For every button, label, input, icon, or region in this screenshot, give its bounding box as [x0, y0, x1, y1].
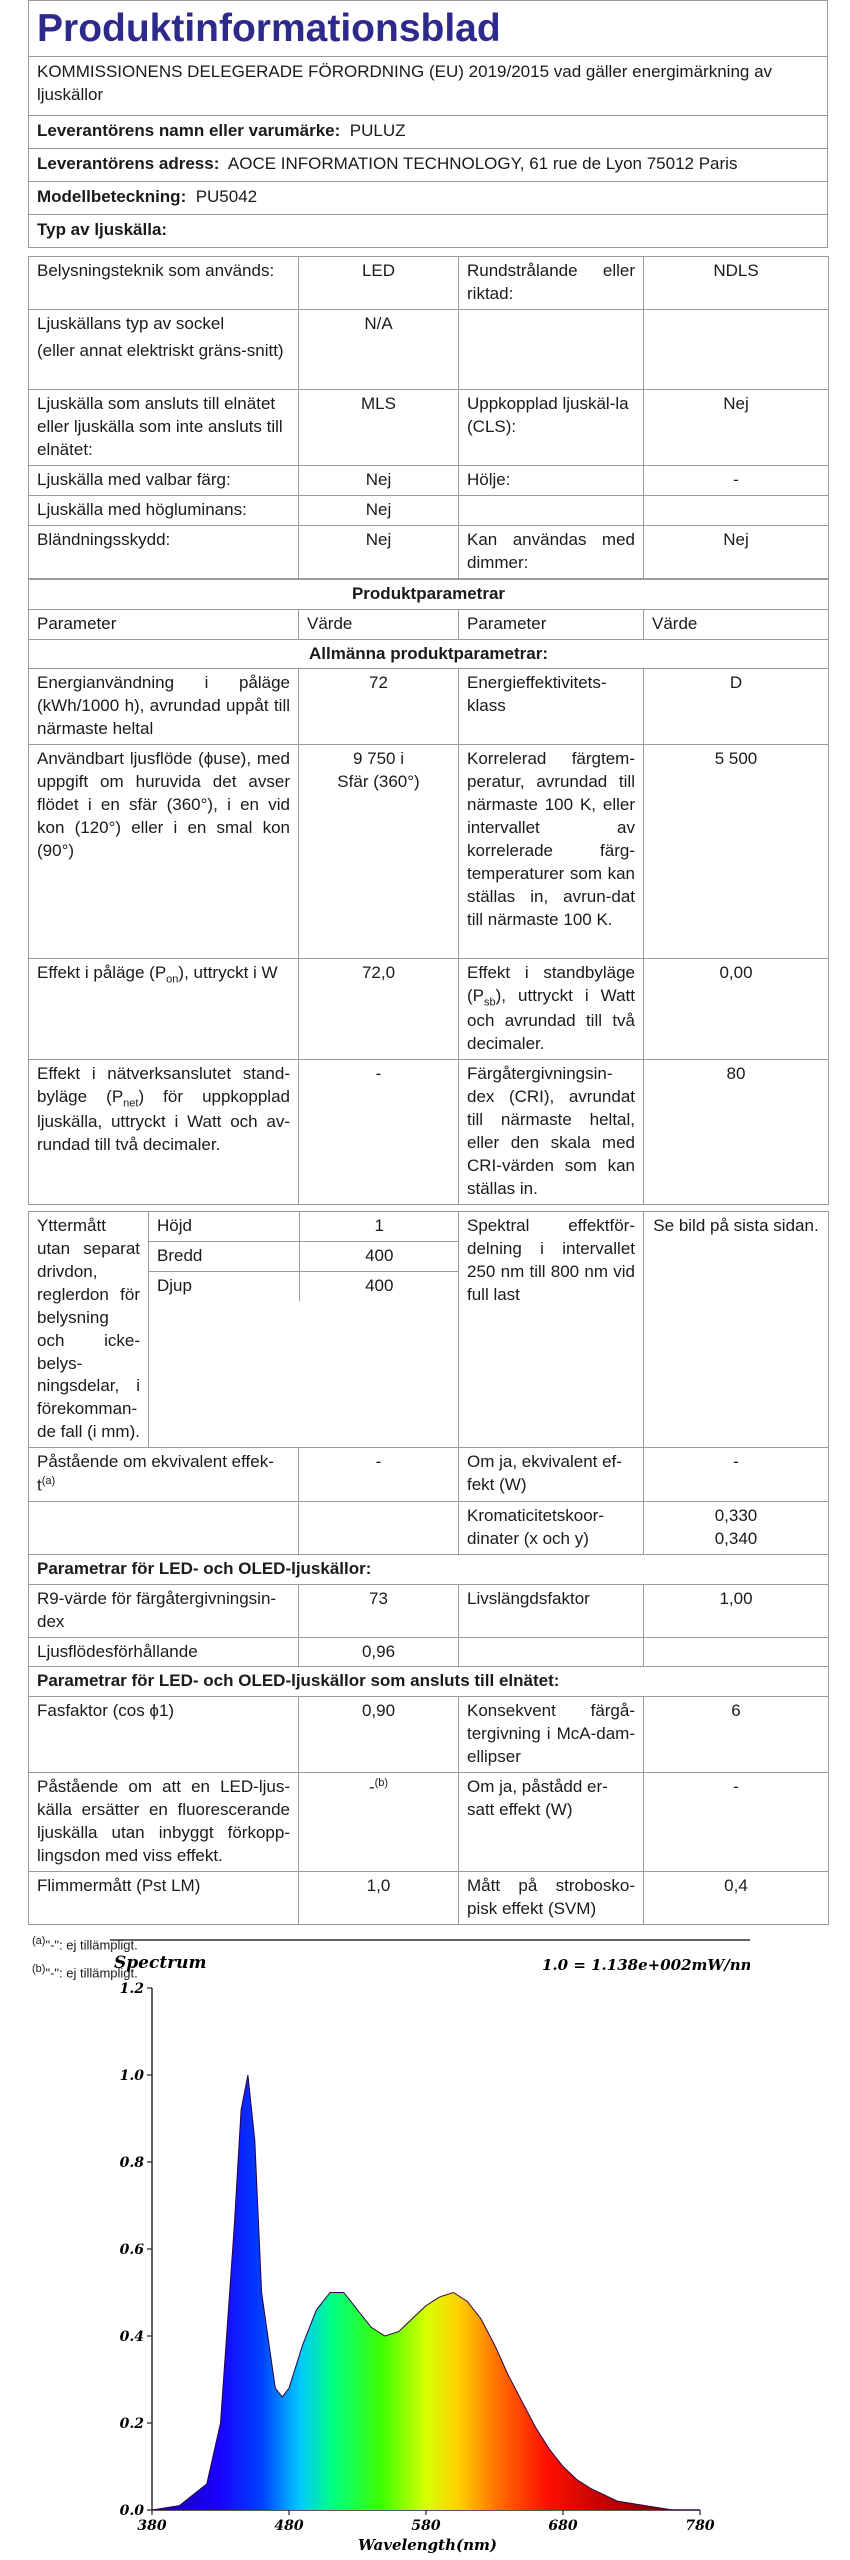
table-row [29, 525, 829, 578]
dimensions-table [28, 1211, 829, 1925]
spectrum-svg [110, 1938, 750, 2560]
table-row [29, 1637, 829, 1667]
table-row [29, 745, 829, 959]
param-label: Livslängdsfaktor [459, 1584, 644, 1637]
param-value: 73 [299, 1584, 459, 1637]
type-label: Kan användas med dimmer: [459, 525, 644, 578]
param-value: 0,00 [644, 959, 829, 1060]
param-value: - [299, 1448, 459, 1502]
column-header: Värde [299, 609, 459, 639]
column-header: Värde [644, 609, 829, 639]
type-value: LED [299, 257, 459, 310]
dim-value: 400 [299, 1271, 459, 1300]
empty-cell [644, 495, 829, 525]
chart-scale-label: 1.0 = 1.138e+002mW/nm [542, 1956, 750, 1974]
text-part: Effekt i standbyläge (P [467, 963, 635, 1006]
param-label: Kromaticitetskoor-dinater (x och y) [459, 1501, 644, 1554]
type-value: Nej [299, 465, 459, 495]
footnote-text: "-": ej tillämpligt. [45, 1937, 138, 1953]
param-label: Användbart ljusflöde (ϕuse), med uppgift om huruvida det avser flödet i en sfär (360°), i en vid kon (120°) eller i en smal kon (90°) [29, 745, 299, 959]
spectrum-series [152, 2075, 700, 2510]
table-row [29, 309, 829, 389]
dimensions-cell [149, 1211, 459, 1447]
empty-cell [644, 309, 829, 389]
subscript: on [166, 973, 179, 986]
param-label: Mått på strobosko-pisk effekt (SVM) [459, 1871, 644, 1924]
mains-params-heading: Parametrar för LED- och OLED-ljuskällor som ansluts till elnätet: [29, 1667, 829, 1697]
product-params-heading: Produktparametrar [29, 579, 829, 609]
text-part: Effekt i nätverksanslutet stand-byläge (P [37, 1064, 290, 1107]
y-tick-label: 0.0 [119, 2503, 144, 2519]
type-value: Nej [644, 389, 829, 465]
subscript: sb [484, 996, 496, 1009]
light-source-type-table [28, 256, 829, 579]
param-value: 0,4 [644, 1871, 829, 1924]
table-row [149, 1212, 459, 1241]
type-value: Nej [644, 525, 829, 578]
column-header-row [29, 609, 829, 639]
param-value: - [644, 1448, 829, 1502]
text-part: ) för uppkopplad ljuskälla, uttryckt i Watt och av-rundad till två decimaler. [37, 1087, 290, 1155]
y-tick-label: 0.6 [119, 2242, 144, 2258]
table-row [29, 389, 829, 465]
chroma-y: 0,340 [714, 1528, 758, 1548]
superscript: (a) [41, 1475, 56, 1488]
x-tick-label: 580 [411, 2518, 441, 2534]
x-tick-label: 680 [548, 2518, 578, 2534]
empty-cell [299, 1501, 459, 1554]
y-tick-label: 1.0 [119, 2068, 144, 2084]
param-value: 1,0 [299, 1871, 459, 1924]
type-value: - [644, 465, 829, 495]
param-value: 5 500 [644, 745, 829, 959]
dim-value: 1 [299, 1212, 459, 1241]
supplier-label: Leverantörens namn eller varumärke: [37, 121, 341, 140]
param-label: Flimmermått (Pst LM) [29, 1871, 299, 1924]
x-axis-label: Wavelength(nm) [358, 2536, 497, 2554]
footnote-mark: (b) [32, 1963, 46, 1976]
footnote-mark: (a) [32, 1934, 46, 1947]
y-tick-label: 0.2 [119, 2416, 144, 2432]
column-header: Parameter [459, 609, 644, 639]
empty-cell [29, 1501, 299, 1554]
table-row [29, 257, 829, 310]
dim-label: Bredd [149, 1241, 299, 1271]
table-row [29, 639, 829, 669]
param-value: D [644, 669, 829, 745]
param-value [299, 1773, 459, 1872]
type-value: MLS [299, 389, 459, 465]
param-value: 0,96 [299, 1637, 459, 1667]
table-row [149, 1241, 459, 1271]
chart-title: Spectrum [114, 1953, 207, 1973]
param-label: R9-värde för färgåtergivningsin-dex [29, 1584, 299, 1637]
supplier-row [28, 116, 828, 149]
type-value: N/A [299, 309, 459, 389]
flux-geometry: Sfär (360°) [337, 772, 420, 792]
table-row [29, 1554, 829, 1584]
type-label: Uppkopplad ljuskäl-la (CLS): [459, 389, 644, 465]
table-row [29, 1448, 829, 1502]
dimensions-label: Yttermått utan separat drivdon, reglerdon för belysning och icke-belys-ningsdelar, i förekomman-de fall (i mm). [29, 1211, 149, 1447]
table-row [29, 1211, 829, 1447]
param-label: Påstående om att en LED-ljus-källa ersätter en fluorescerande ljuskälla utan inbyggt förkopp-lingsdon med viss effekt. [29, 1773, 299, 1872]
table-row [29, 495, 829, 525]
param-label: Energieffektivitets-klass [459, 669, 644, 745]
param-value: 72,0 [299, 959, 459, 1060]
type-value: Nej [299, 525, 459, 578]
type-label: Ljuskälla med valbar färg: [29, 465, 299, 495]
empty-cell [459, 309, 644, 389]
x-tick-label: 780 [685, 2518, 715, 2534]
led-params-heading: Parametrar för LED- och OLED-ljuskällor: [29, 1554, 829, 1584]
type-value: NDLS [644, 257, 829, 310]
superscript: (b) [374, 1777, 389, 1790]
table-row [29, 1871, 829, 1924]
text-part: Påstående om ekvivalent effek-t [37, 1452, 274, 1495]
table-row [29, 1773, 829, 1872]
param-value: 80 [644, 1060, 829, 1205]
table-row [29, 1667, 829, 1697]
empty-cell [459, 495, 644, 525]
model-label: Modellbeteckning: [37, 187, 187, 206]
table-row [29, 579, 829, 609]
supplier-value: PULUZ [349, 121, 406, 140]
param-value [644, 1501, 829, 1554]
socket-label: Ljuskällans typ av sockel [37, 313, 225, 333]
dim-label: Djup [149, 1271, 299, 1300]
type-label: Hölje: [459, 465, 644, 495]
param-value: 0,90 [299, 1697, 459, 1773]
param-label: Om ja, påstådd er-satt effekt (W) [459, 1773, 644, 1872]
text-part: ), uttryckt i Watt och avrundad till två decimaler. [467, 986, 635, 1054]
param-label: Ljusflödesförhållande [29, 1637, 299, 1667]
table-row [29, 1060, 829, 1205]
param-value: - [299, 1060, 459, 1205]
param-label: Konsekvent färgå-tergivning i McA-dam-ellipser [459, 1697, 644, 1773]
type-label: Bländningsskydd: [29, 525, 299, 578]
type-label: Ljuskälla med högluminans: [29, 495, 299, 525]
table-row [149, 1271, 459, 1300]
table-row [29, 959, 829, 1060]
x-tick-label: 480 [274, 2518, 304, 2534]
page-title: Produktinformationsblad [28, 0, 828, 56]
param-label: Energianvändning i påläge (kWh/1000 h), avrundad uppåt till närmaste heltal [29, 669, 299, 745]
type-label: Ljuskälla som ansluts till elnätet eller ljuskälla som inte ansluts till elnätet: [29, 389, 299, 465]
table-row [29, 1584, 829, 1637]
column-header: Parameter [29, 609, 299, 639]
param-label [29, 959, 299, 1060]
type-label: Rundstrålande eller riktad: [459, 257, 644, 310]
table-row [29, 1697, 829, 1773]
type-value: Nej [299, 495, 459, 525]
param-value: - [644, 1773, 829, 1872]
dim-value: 400 [299, 1241, 459, 1271]
spacer [28, 248, 828, 256]
socket-note: (eller annat elektriskt gräns-snitt) [37, 340, 284, 360]
type-heading-row [28, 215, 828, 248]
general-params-heading: Allmänna produktparametrar: [29, 639, 829, 669]
subscript: net [123, 1097, 139, 1110]
type-heading: Typ av ljuskälla: [37, 220, 168, 239]
table-row [29, 465, 829, 495]
chroma-x: 0,330 [714, 1505, 758, 1525]
param-label: Spektral effektför-delning i intervallet 250 nm till 800 nm vid full last [459, 1211, 644, 1447]
text-part: Effekt i påläge (P [37, 963, 167, 983]
product-information-sheet [28, 0, 828, 1985]
product-parameters-table [28, 579, 829, 1205]
type-label [29, 309, 299, 389]
empty-cell [459, 1637, 644, 1667]
param-label [459, 959, 644, 1060]
regulation-text: KOMMISSIONENS DELEGERADE FÖRORDNING (EU) 2019/2015 vad gäller energimärkning av ljuskällor [28, 56, 828, 116]
param-value: Se bild på sista sidan. [644, 1211, 829, 1447]
param-value [299, 745, 459, 959]
model-value: PU5042 [195, 187, 258, 206]
text-part: ), uttryckt i W [178, 963, 278, 983]
param-label [29, 1060, 299, 1205]
y-tick-label: 1.2 [119, 1981, 144, 1997]
param-label: Fasfaktor (cos ϕ1) [29, 1697, 299, 1773]
dim-label: Höjd [149, 1212, 299, 1241]
address-label: Leverantörens adress: [37, 154, 220, 173]
address-row [28, 149, 828, 182]
param-label [29, 1448, 299, 1502]
flux-value: 9 750 i [352, 749, 405, 769]
x-tick-label: 380 [137, 2518, 167, 2534]
param-label: Färgåtergivningsin-dex (CRI), avrundat till närmaste heltal, eller den skala med CRI-värden som kan ställas in. [459, 1060, 644, 1205]
param-value: 72 [299, 669, 459, 745]
y-tick-label: 0.4 [119, 2329, 144, 2345]
address-value: AOCE INFORMATION TECHNOLOGY, 61 rue de Lyon 75012 Paris [227, 154, 738, 173]
model-row [28, 182, 828, 215]
dimensions-subtable [149, 1212, 459, 1301]
spectrum-chart [110, 1938, 750, 2560]
table-row [29, 1501, 829, 1554]
footnote-text: "-": ej tillämpligt. [45, 1965, 138, 1981]
y-tick-label: 0.8 [119, 2155, 144, 2171]
param-value: 6 [644, 1697, 829, 1773]
param-value: 1,00 [644, 1584, 829, 1637]
table-row [29, 669, 829, 745]
text-part: - [368, 1777, 375, 1797]
empty-cell [644, 1637, 829, 1667]
type-label: Belysningsteknik som används: [29, 257, 299, 310]
param-label: Om ja, ekvivalent ef-fekt (W) [459, 1448, 644, 1502]
param-label: Korrelerad färgtem-peratur, avrundad till närmaste 100 K, eller intervallet av korrelerade färg-temperaturer som kan ställas in, avrun-dat till närmaste 100 K. [459, 745, 644, 959]
